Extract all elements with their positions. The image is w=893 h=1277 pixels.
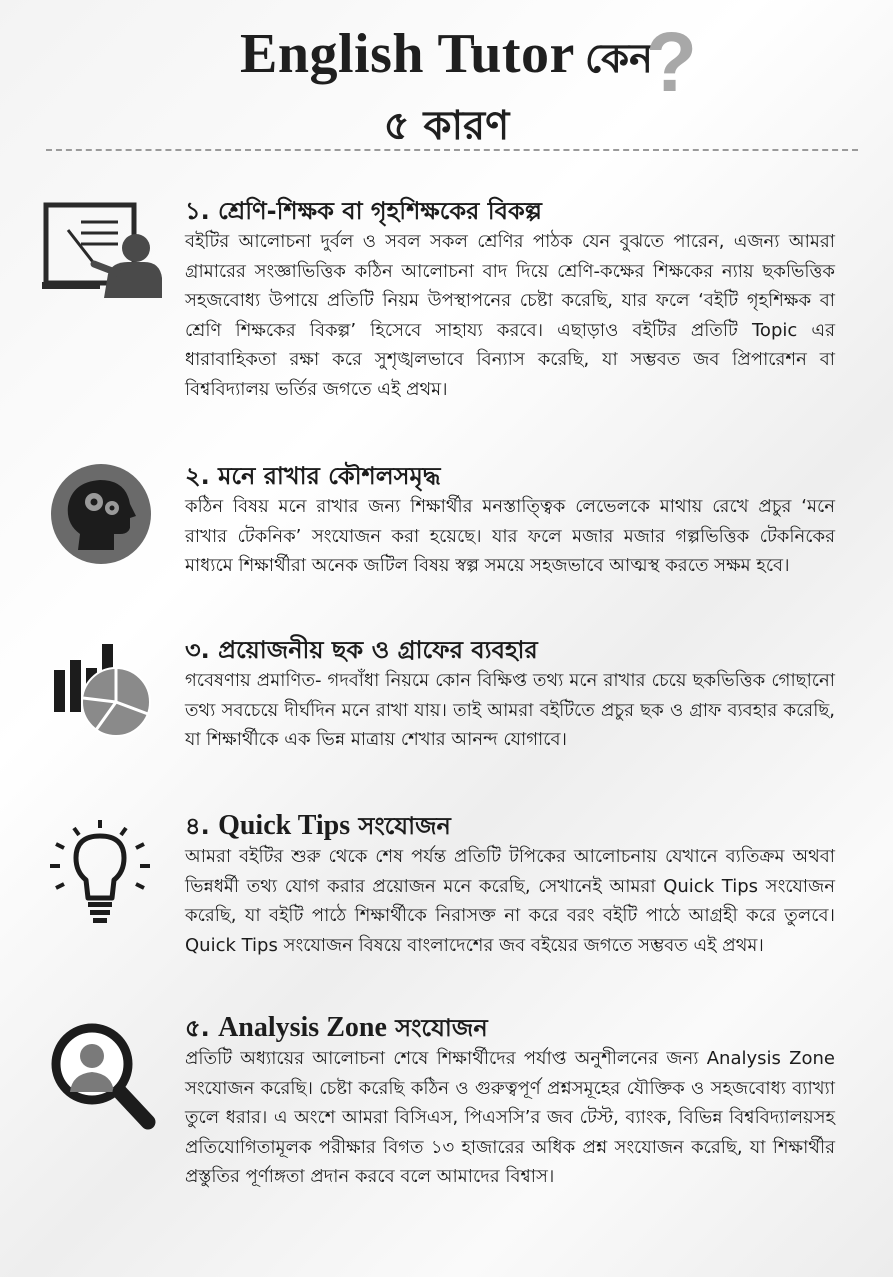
section-title [185,1012,835,1044]
section-title-english: Analysis Zone [218,1012,387,1043]
page-header [0,15,893,161]
brain-gears-icon [36,462,166,572]
title-bengali: কেন [584,36,653,82]
magnifier-person-icon [36,1018,166,1128]
section-body: গবেষণায় প্রমাণিত- গদবাঁধা নিয়মে কোন বিক্ষিপ্ত তথ্য মনে রাখার চেয়ে ছকভিত্তিক গোছানো তথ্য সবচেয়ে দীর্ঘদিন মনে রাখা যায়। তাই আমরা বইটিতে প্রচুর ছক ও গ্রাফ ব্যবহার করেছি, যা শিক্ষার্থীকে এক ভিন্ন মাত্রায় শেখার আনন্দ যোগাবে। [185,670,835,750]
section-body: আমরা বইটির শুরু থেকে শেষ পর্যন্ত প্রতিটি টপিকের আলোচনায় যেখানে ব্যতিক্রম অথবা ভিন্নধর্মী তথ্য যোগ করার প্রয়োজন মনে করেছি, সেখানেই আমরা Quick Tips সংযোজন করেছি, যা বইটি পাঠে শিক্ষার্থীকে নিরাসক্ত না করে বরং বইটি পাঠে আগ্রহী করে তুলবে। Quick Tips সংযোজন বিষয়ে বাংলাদেশের জব বইয়ের জগতে সম্ভবত এই প্রথম। [185,846,835,956]
page-title [240,15,697,109]
title-english: English Tutor [240,23,575,85]
dashed-divider [46,149,858,151]
section-title-english: Quick Tips [218,810,351,841]
section-title: ১. শ্রেণি-শিক্ষক বা গৃহশিক্ষকের বিকল্প [185,197,542,225]
page-subtitle: ৫ কারণ [383,103,510,149]
lightbulb-icon [36,818,166,928]
section-body: কঠিন বিষয় মনে রাখার জন্য শিক্ষার্থীর মনস্তাত্ত্বিক লেভেলকে মাথায় রেখে প্রচুর ‘মনে রাখার টেকনিক’ সংযোজন করা হয়েছে। যার ফলে মজার মজার গল্পভিত্তিক টেকনিকের মাধ্যমে শিক্ষার্থীরা অনেক জটিল বিষয় স্বল্প সময়ে সহজভাবে আত্মস্থ করতে সক্ষম হবে। [185,496,835,576]
section-title [185,810,835,842]
teacher-board-icon [36,200,166,310]
section-title-bengali: সংযোজন [358,812,451,840]
section-number: ৪. [185,812,210,840]
section-title: ৩. প্রয়োজনীয় ছক ও গ্রাফের ব্যবহার [185,636,538,664]
section-title-bengali: সংযোজন [395,1014,488,1042]
section-body: প্রতিটি অধ্যায়ের আলোচনা শেষে শিক্ষার্থীদের পর্যাপ্ত অনুশীলনের জন্য Analysis Zone সংযোজন করেছি। চেষ্টা করেছি কঠিন ও গুরুত্বপূর্ণ প্রশ্নসমূহের যৌক্তিক ও সহজবোধ্য ব্যাখ্যা তুলে ধরার। এ অংশে আমরা বিসিএস, পিএসসি’র জব টেস্ট, ব্যাংক, বিভিন্ন বিশ্ববিদ্যালয়সহ প্রতিযোগিতামূলক পরীক্ষার বিগত ১৩ হাজারের অধিক প্রশ্ন সংযোজন করেছি, যা শিক্ষার্থীর প্রস্তুতির পূর্ণাঙ্গতা প্রদান করবে বলে আমাদের বিশ্বাস। [185,1048,835,1187]
question-mark-icon: ? [645,15,697,109]
chart-icon [36,640,166,750]
section-number: ৫. [185,1014,210,1042]
section-title: ২. মনে রাখার কৌশলসমৃদ্ধ [185,462,441,490]
section-body: বইটির আলোচনা দুর্বল ও সবল সকল শ্রেণির পাঠক যেন বুঝতে পারেন, এজন্য আমরা গ্রামারের সংজ্ঞাভিত্তিক কঠিন আলোচনা বাদ দিয়ে শ্রেণি-কক্ষের শিক্ষকের ন্যায় ছকভিত্তিক সহজবোধ্য উপায়ে প্রতিটি নিয়ম উপস্থাপনের চেষ্টা করেছি, যার ফলে ‘বইটি গৃহশিক্ষক বা শ্রেণি শিক্ষকের বিকল্প’ হিসেবে সাহায্য করবে। এছাড়াও বইটির প্রতিটি Topic এর ধারাবাহিকতা রক্ষা করে সুশৃঙ্খলভাবে বিন্যাস করেছি, যা সম্ভবত জব প্রিপারেশন বা বিশ্ববিদ্যালয় ভর্তির জগতে এই প্রথম। [185,231,835,400]
